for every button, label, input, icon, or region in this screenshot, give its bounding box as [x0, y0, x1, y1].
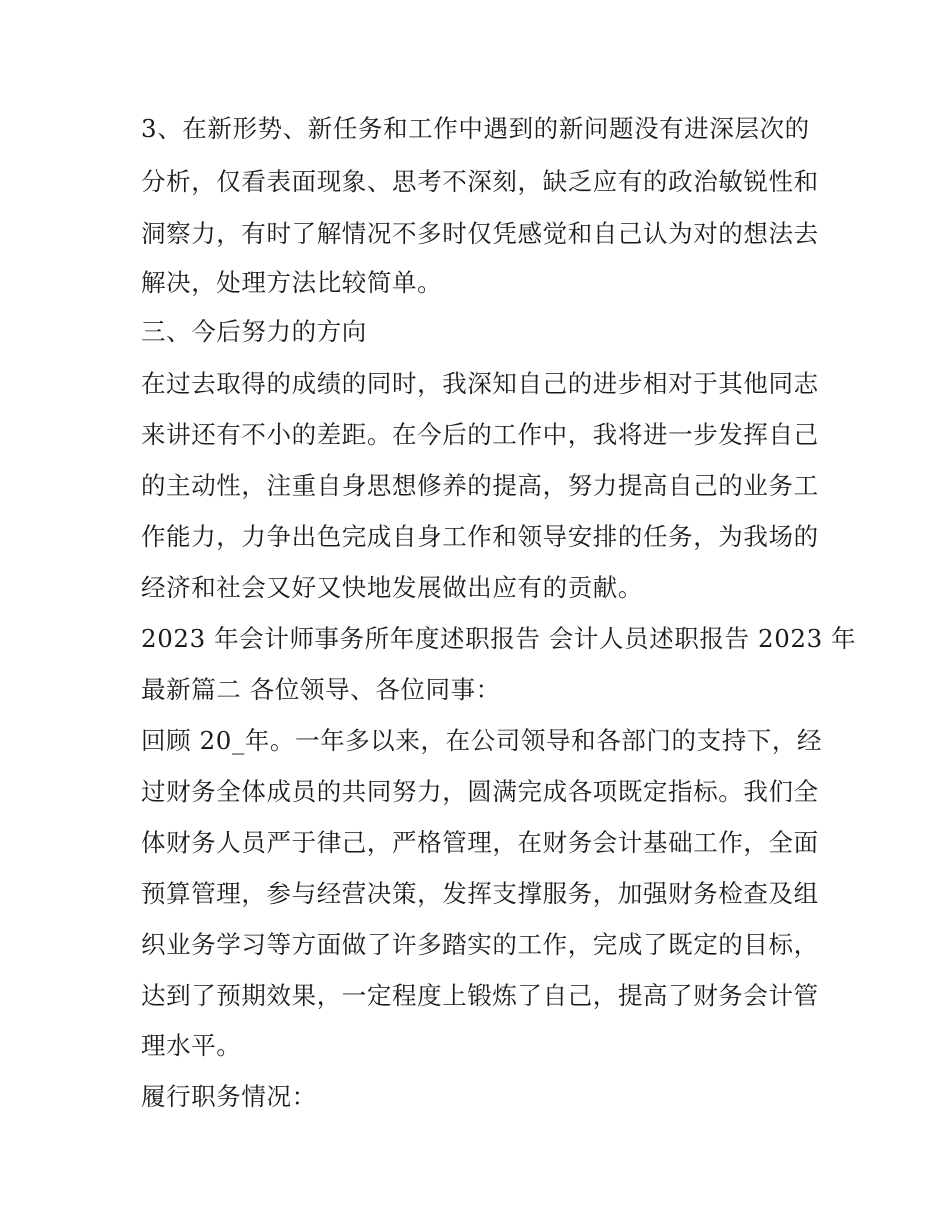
text-line: 解决，处理方法比较简单。: [141, 268, 443, 297]
text-line: 经济和社会又好又快地发展做出应有的贡献。: [141, 573, 643, 602]
text-line: 来讲还有不小的差距。在今后的工作中，我将进一步发挥自己: [141, 420, 819, 449]
section-heading: 履行职务情况：: [141, 1082, 317, 1111]
article-title-line: 2023 年会计师事务所年度述职报告 会计人员述职报告 2023 年: [141, 624, 857, 653]
text-line: 作能力，力争出色完成自身工作和领导安排的任务，为我场的: [141, 522, 819, 551]
article-title-line: 最新篇二 各位领导、各位同事：: [141, 675, 501, 704]
section-heading: 三、今后努力的方向: [141, 317, 367, 346]
text-line: 过财务全体成员的共同努力，圆满完成各项既定指标。我们全: [141, 777, 819, 806]
text-line: 在过去取得的成绩的同时，我深知自己的进步相对于其他同志: [141, 369, 819, 398]
text-line: 洞察力，有时了解情况不多时仅凭感觉和自己认为对的想法去: [141, 219, 819, 248]
text-line: 织业务学习等方面做了许多踏实的工作，完成了既定的目标，: [141, 930, 819, 959]
text-line: 3、在新形势、新任务和工作中遇到的新问题没有进深层次的: [141, 114, 810, 143]
text-line: 预算管理，参与经营决策，发挥支撑服务，加强财务检查及组: [141, 879, 819, 908]
text-line: 体财务人员严于律己，严格管理，在财务会计基础工作，全面: [141, 828, 819, 857]
text-line: 分析，仅看表面现象、思考不深刻，缺乏应有的政治敏锐性和: [141, 167, 819, 196]
text-line: 的主动性，注重自身思想修养的提高，努力提高自己的业务工: [141, 471, 819, 500]
text-line: 理水平。: [141, 1031, 242, 1060]
text-line: 回顾 20_年。一年多以来，在公司领导和各部门的支持下，经: [141, 726, 823, 755]
text-line: 达到了预期效果，一定程度上锻炼了自己，提高了财务会计管: [141, 981, 819, 1010]
